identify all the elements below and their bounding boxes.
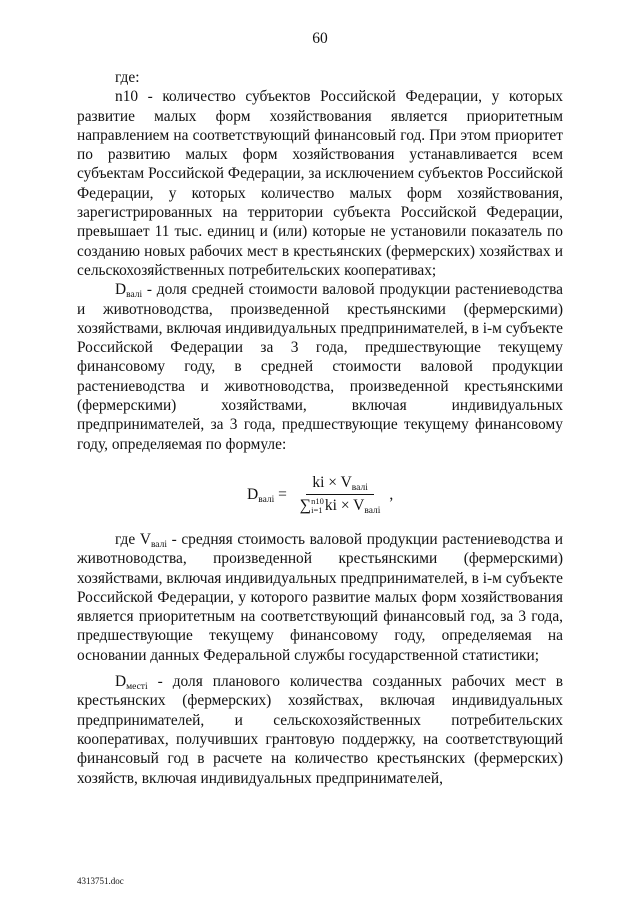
formula-numerator: ki × $V_{валi}$ [306,474,374,495]
n10-definition: n10 - количество субъектов Российской Федерации, у которых развитие малых форм хозяйствования является приоритетным направлением на соответствующий финансовый год. При этом приоритет по развитию малых форм хозяйствования устанавливается всем субъектам Российской Федерации, за исключением субъектов Российской Федерации, у которых количество малых форм хозяйствования, зарегистрированных на территории субъекта Российской Федерации, превышает 11 тыс. единиц и (или) которые не установили показатель по созданию новых рабочих мест в крестьянских (фермерских) хозяйствах и сельскохозяйственных потребительских кооперативах; [77,88,563,279]
dval-definition [77,280,563,454]
dmest-text: - доля планового количества созданных рабочих мест в крестьянских (фермерских) хозяйствах, включая индивидуальных предпринимателей, и сельскохозяйственных потребительских кооперативах, получивших грантовую поддержку, на соответствующий финансовый год в расчете на количество крестьянских (фермерских) хозяйств, включая индивидуальных предпринимателей, [77,673,563,787]
vval-definition [77,530,563,665]
sum-sign: ∑ [299,497,312,514]
dval-text: - доля средней стоимости валовой продукции растениеводства и животноводства, произведенной крестьянскими (фермерскими) хозяйствами, включая индивидуальных предпринимателей, в i-м субъекте Российской Федерации за 3 года, предшествующие текущему финансовому году, в средней стоимости валовой продукции растениеводства и животноводства, произведенной крестьянскими (фермерскими) хозяйствами, включая индивидуальных предпринимателей, за 3 года, предшествующие текущему финансовому году, определяемая по формуле: [77,281,563,453]
formula-denominator: ∑ n10 i=1 ki × $V_{валi}$ [299,496,381,516]
where-label: где: [115,69,140,86]
dmest-symbol: D [115,673,127,691]
formula-fraction [294,474,387,515]
formula-dval [247,474,393,515]
formula-comma: , [389,485,394,503]
formula-equals: = [274,485,291,503]
body-text [77,68,563,788]
formula-lhs: $D_{валi}$ [247,485,275,505]
page-number: 60 [312,30,328,47]
dmest-definition [77,672,563,788]
footer-filename: 4313751.doc [77,876,124,886]
vval-subscript: валi [150,539,167,550]
vval-prefix: где V [115,530,151,548]
dval-subscript: валi [126,290,143,301]
vval-text: - средняя стоимость валовой продукции растениеводства и животноводства, произведенной крестьянскими (фермерскими) хозяйствами, включая индивидуальных предпринимателей, в i-м субъекте Российской Федерации, у которого развитие малых форм хозяйствования является приоритетным на соответствующий финансовый год, за 3 года, предшествующие текущему финансовому году, определяемая на основании данных Федеральной службы государственной статистики; [77,530,563,664]
sum-limits: n10 i=1 [311,496,324,516]
dval-symbol: D [115,281,127,299]
dmest-subscript: местi [126,682,148,693]
